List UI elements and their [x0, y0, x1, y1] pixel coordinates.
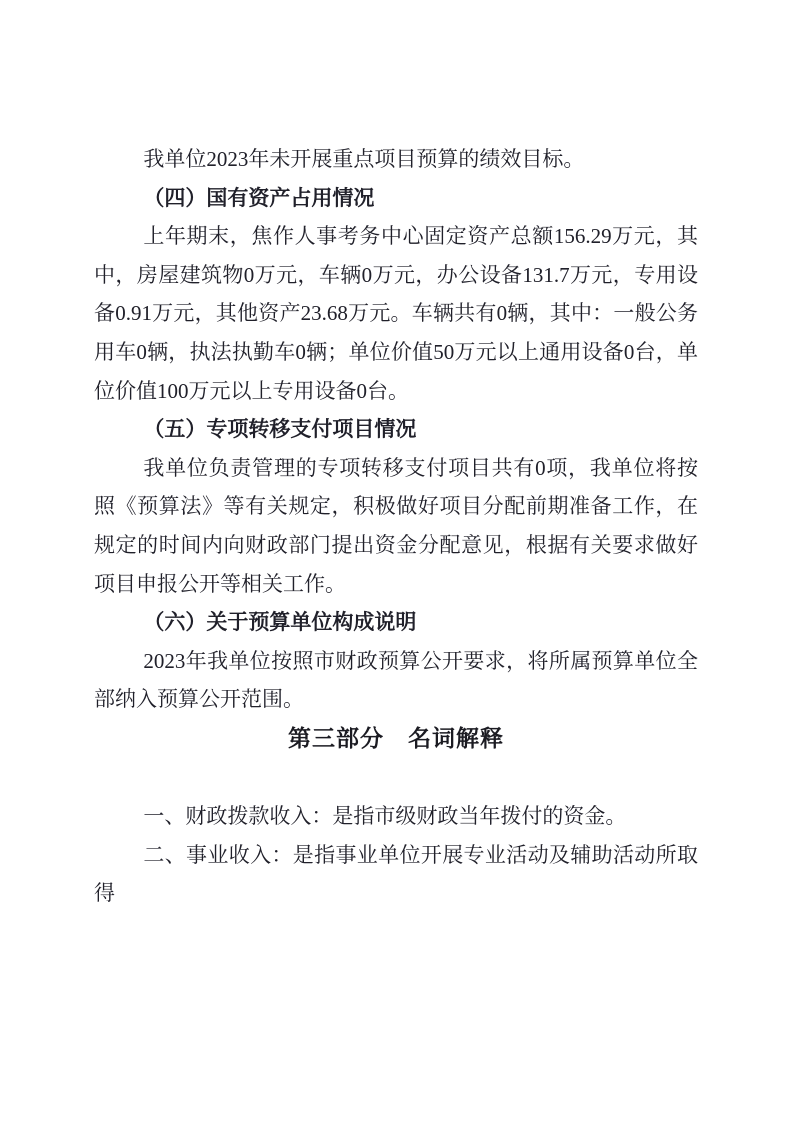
- section-body-budget-unit-composition: 2023年我单位按照市财政预算公开要求，将所属预算单位全部纳入预算公开范围。: [94, 648, 698, 712]
- glossary-list: [94, 797, 698, 913]
- section-transfer-payments: [94, 410, 698, 603]
- section-body-transfer-payments: 我单位负责管理的专项转移支付项目共有0项，我单位将按照《预算法》等有关规定，积极做好项目分配前期准备工作，在规定的时间内向财政部门提出资金分配意见，根据有关要求做好项目申报公开等相关工作。: [94, 455, 698, 596]
- paragraph-performance-goal-note: 我单位2023年未开展重点项目预算的绩效目标。: [143, 147, 585, 171]
- section-state-assets: [94, 179, 698, 411]
- section-heading-state-assets: （四）国有资产占用情况: [143, 185, 375, 210]
- glossary-item-fiscal-appropriation-income: 一、财政拨款收入：是指市级财政当年拨付的资金。: [143, 803, 627, 828]
- part-three-heading: 第三部分 名词解释: [288, 724, 504, 751]
- document-content: [94, 140, 698, 913]
- glossary-item-operational-income: 二、事业收入：是指事业单位开展专业活动及辅助活动所取 得: [94, 842, 698, 906]
- section-body-state-assets: 上年期末，焦作人事考务中心固定资产总额156.29万元，其中，房屋建筑物0万元，车辆0万元，办公设备131.7万元，专用设备0.91万元，其他资产23.68万元。车辆共有0辆，其中：一般公务用车0辆，执法执勤车0辆；单位价值50万元以上通用设备0台，单位价值100万元以上专用设备0台。: [94, 224, 698, 403]
- section-heading-transfer-payments: （五）专项转移支付项目情况: [143, 417, 417, 442]
- section-heading-budget-unit-composition: （六）关于预算单位构成说明: [143, 610, 417, 635]
- section-budget-unit-composition: [94, 603, 698, 719]
